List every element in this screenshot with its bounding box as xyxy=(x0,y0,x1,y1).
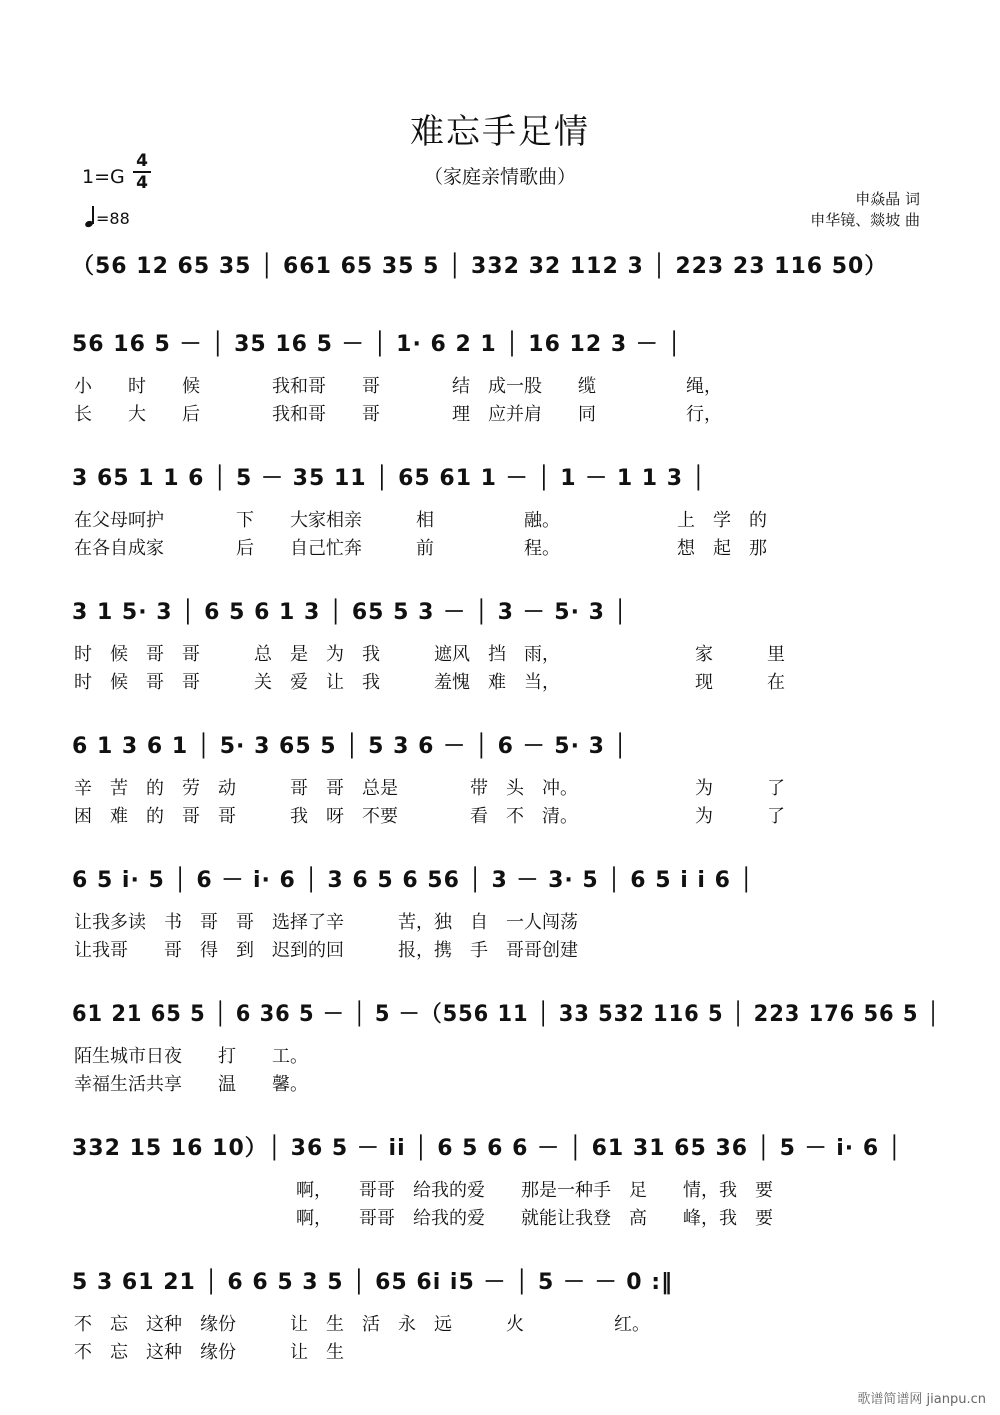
lyric-line: 小 时 候 我和哥 哥 结 成一股 缆 绳， xyxy=(74,376,722,397)
tempo xyxy=(84,206,130,228)
lyric-line: 让我哥 哥 得 到 迟到的回 报，携 手 哥哥创建 xyxy=(74,940,578,961)
notation-row: 3 65 1 1 6 │ 5 － 35 11 │ 65 61 1 － │ 1 － 1 1 3 │ xyxy=(72,466,706,491)
watermark: 歌谱简谱网 jianpu.cn xyxy=(857,1392,986,1407)
notation-row: 6 1 3 6 1 │ 5· 3 65 5 │ 5 3 6 － │ 6 － 5· 3 │ xyxy=(72,734,628,759)
lyric-line: 不 忘 这种 缘份 让 生 xyxy=(74,1342,344,1363)
notation-row: （56 12 65 35 │ 661 65 35 5 │ 332 32 112 3 │ 223 23 116 50） xyxy=(72,254,888,279)
lyric-line: 在各自成家 后 自己忙奔 前 程。 想 起 那 xyxy=(74,538,767,559)
tempo-value: =88 xyxy=(96,209,130,228)
lyric-line: 困 难 的 哥 哥 我 呀 不要 看 不 清。 为 了 xyxy=(74,806,785,827)
notation-row: 6 5 i· 5 │ 6 － i· 6 │ 3 6 5 6 56 │ 3 － 3· 5 │ 6 5 i i 6 │ xyxy=(72,868,754,893)
lyric-line: 辛 苦 的 劳 动 哥 哥 总是 带 头 冲。 为 了 xyxy=(74,778,785,799)
key-signature: 1=G xyxy=(82,166,125,188)
notation-row: 61 21 65 5 │ 6 36 5 － │ 5 －（556 11 │ 33 532 116 5 │ 223 176 56 5 │ xyxy=(72,1002,941,1027)
lyric-line: 陌生城市日夜 打 工。 xyxy=(74,1046,308,1067)
lyric-line: 啊， 哥哥 给我的爱 那是一种手 足 情，我 要 xyxy=(296,1180,773,1201)
quarter-note-icon xyxy=(84,206,96,228)
composer: 申华镜、燚坡 曲 xyxy=(810,211,920,229)
subtitle: （家庭亲情歌曲） xyxy=(423,166,576,188)
time-top: 4 xyxy=(136,151,148,171)
time-signature xyxy=(131,152,153,192)
notation-row: 3 1 5· 3 │ 6 5 6 1 3 │ 65 5 3 － │ 3 － 5· 3 │ xyxy=(72,600,628,625)
notation-row: 332 15 16 10）│ 36 5 － ii │ 6 5 6 6 － │ 61 31 65 36 │ 5 － i· 6 │ xyxy=(72,1136,903,1161)
page-title: 难忘手足情 xyxy=(410,112,590,152)
lyric-line: 啊， 哥哥 给我的爱 就能让我登 高 峰，我 要 xyxy=(296,1208,773,1229)
lyric-line: 时 候 哥 哥 关 爱 让 我 羞愧 难 当， 现 在 xyxy=(74,672,785,693)
lyric-line: 在父母呵护 下 大家相亲 相 融。 上 学 的 xyxy=(74,510,767,531)
notation-row: 5 3 61 21 │ 6 6 5 3 5 │ 65 6i i5 － │ 5 － － 0 :‖ xyxy=(72,1270,674,1295)
lyric-line: 幸福生活共享 温 馨。 xyxy=(74,1074,308,1095)
lyric-line: 长 大 后 我和哥 哥 理 应并肩 同 行， xyxy=(74,404,722,425)
time-bottom: 4 xyxy=(136,173,148,193)
notation-row: 56 16 5 － │ 35 16 5 － │ 1· 6 2 1 │ 16 12 3 － │ xyxy=(72,332,682,357)
lyricist: 申焱晶 词 xyxy=(855,190,920,208)
lyric-line: 让我多读 书 哥 哥 选择了辛 苦，独 自 一人闯荡 xyxy=(74,912,578,933)
lyric-line: 不 忘 这种 缘份 让 生 活 永 远 火 红。 xyxy=(74,1314,650,1335)
lyric-line: 时 候 哥 哥 总 是 为 我 遮风 挡 雨， 家 里 xyxy=(74,644,785,665)
